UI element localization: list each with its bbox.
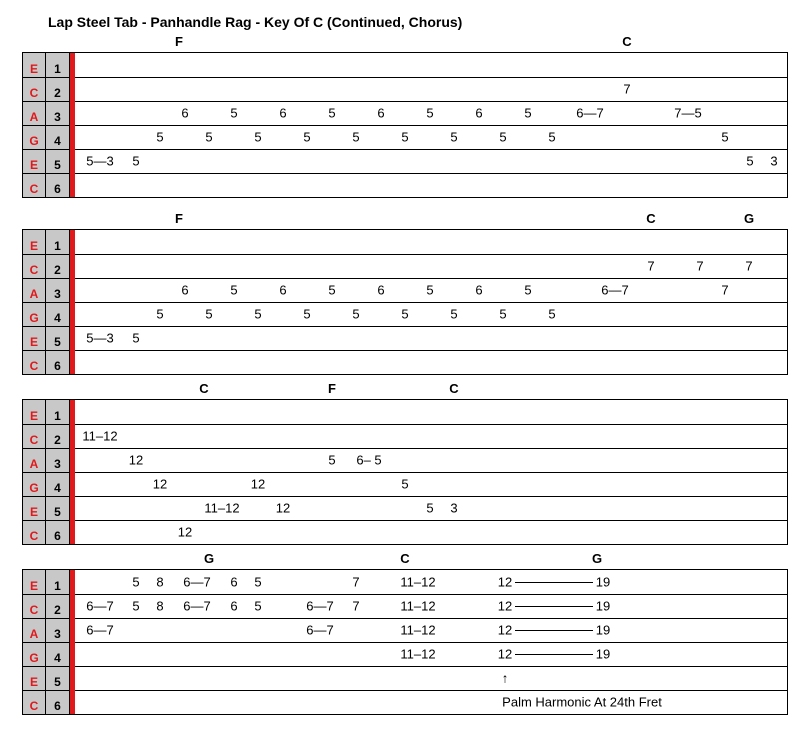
- string-name-label: C: [29, 529, 39, 543]
- tab-note: 5: [401, 129, 409, 145]
- tab-note: 12: [497, 598, 513, 614]
- string-number-label: 1: [54, 409, 61, 423]
- tab-note: 5: [548, 129, 556, 145]
- tab-note: 7: [696, 258, 704, 274]
- string-name: [23, 351, 46, 374]
- string-name-label: C: [29, 699, 39, 713]
- string-row: [23, 666, 787, 690]
- tab-note: 5: [524, 105, 532, 121]
- string-number: [46, 78, 70, 101]
- tab-note: 6: [230, 598, 238, 614]
- string-number-label: 1: [54, 239, 61, 253]
- chord-label: C: [199, 381, 209, 396]
- string-number-label: 3: [54, 287, 61, 301]
- tab-note: 7: [745, 258, 753, 274]
- string-number: [46, 53, 70, 77]
- string-name: [23, 400, 46, 424]
- tab-note: 5: [132, 153, 140, 169]
- tab-note: 11–12: [400, 622, 436, 638]
- chord-label: G: [203, 551, 215, 566]
- string-name: [23, 691, 46, 714]
- nut-bar: [70, 400, 75, 544]
- string-number: [46, 521, 70, 544]
- string-name: [23, 425, 46, 448]
- string-row: [23, 690, 787, 714]
- string-name-label: E: [29, 62, 38, 76]
- tab-note: 5: [254, 306, 262, 322]
- tab-note: 5: [450, 129, 458, 145]
- tab-note: 5: [499, 306, 507, 322]
- string-number-label: 3: [54, 110, 61, 124]
- tab-note: 5: [230, 105, 238, 121]
- tab-note: 5: [401, 306, 409, 322]
- string-name: [23, 619, 46, 642]
- tab-note: 11–12: [400, 598, 436, 614]
- string-name: [23, 126, 46, 149]
- tab-note: 5: [254, 129, 262, 145]
- string-name: [23, 279, 46, 302]
- tab-note: 5: [156, 306, 164, 322]
- chord-label: C: [400, 551, 410, 566]
- tab-note: 6—7: [183, 574, 211, 590]
- tab-note: 7: [647, 258, 655, 274]
- tab-note: 5: [328, 452, 336, 468]
- tab-note: 6: [475, 282, 483, 298]
- tab-note: 5: [721, 129, 729, 145]
- tab-note: 5: [426, 105, 434, 121]
- tab-note: 5: [548, 306, 556, 322]
- tab-note: 12: [497, 622, 513, 638]
- string-name: [23, 174, 46, 197]
- tab-note: 5: [230, 282, 238, 298]
- string-number-label: 4: [54, 651, 61, 665]
- string-number: [46, 255, 70, 278]
- string-number-label: 5: [54, 335, 61, 349]
- tab-note: 6—7: [601, 282, 629, 298]
- string-name: [23, 303, 46, 326]
- tab-note: 6—7: [86, 598, 114, 614]
- string-row: [23, 496, 787, 520]
- tab-note: 6: [377, 105, 385, 121]
- tab-note: 7: [721, 282, 729, 298]
- string-number: [46, 327, 70, 350]
- tab-note: 5—3: [86, 330, 114, 346]
- string-number: [46, 102, 70, 125]
- tab-note: 6—7: [306, 598, 334, 614]
- nut-bar: [70, 230, 75, 374]
- tab-note: 6: [230, 574, 238, 590]
- tab-note: 19: [595, 598, 611, 614]
- string-number-label: 6: [54, 699, 61, 713]
- tab-note: 5: [352, 306, 360, 322]
- string-number: [46, 230, 70, 254]
- string-name-label: A: [29, 457, 39, 471]
- tab-note: 5: [132, 598, 140, 614]
- string-number-label: 4: [54, 311, 61, 325]
- page-title: Lap Steel Tab - Panhandle Rag - Key Of C (Continued, Chorus): [48, 14, 463, 30]
- tab-note: 5: [205, 306, 213, 322]
- string-row: [23, 350, 787, 374]
- tab-note: 5: [328, 105, 336, 121]
- tab-note: 19: [595, 574, 611, 590]
- string-name-label: A: [29, 110, 39, 124]
- palm-harmonic-annotation: Palm Harmonic At 24th Fret: [502, 694, 662, 710]
- string-name-label: A: [29, 287, 39, 301]
- string-name-label: E: [29, 579, 38, 593]
- tab-staff: [22, 569, 788, 715]
- chord-label: F: [175, 211, 183, 226]
- tab-note: 5: [746, 153, 754, 169]
- string-number: [46, 150, 70, 173]
- string-number: [46, 570, 70, 594]
- string-row: [23, 173, 787, 197]
- string-number: [46, 174, 70, 197]
- string-name: [23, 78, 46, 101]
- string-name-label: A: [29, 627, 39, 641]
- string-number: [46, 643, 70, 666]
- tab-note: 12: [275, 500, 291, 516]
- chord-label: C: [449, 381, 459, 396]
- tab-note: 7: [352, 598, 360, 614]
- string-name: [23, 595, 46, 618]
- string-name: [23, 570, 46, 594]
- string-name-label: E: [29, 409, 38, 423]
- tab-note: 6—7: [86, 622, 114, 638]
- string-row: [23, 424, 787, 448]
- chord-label: F: [328, 381, 336, 396]
- string-name-label: G: [29, 651, 39, 665]
- chord-label: C: [622, 34, 632, 49]
- string-number: [46, 595, 70, 618]
- tab-note: 5: [156, 129, 164, 145]
- string-number: [46, 425, 70, 448]
- tab-note: 5: [450, 306, 458, 322]
- tab-note: 5: [132, 574, 140, 590]
- tab-note: 6: [181, 105, 189, 121]
- slide-line: [515, 654, 593, 655]
- tab-note: 12: [497, 574, 513, 590]
- tab-note: 5—3: [86, 153, 114, 169]
- string-number-label: 1: [54, 62, 61, 76]
- slide-line: [515, 606, 593, 607]
- string-number-label: 1: [54, 579, 61, 593]
- string-name-label: G: [29, 311, 39, 325]
- string-name-label: E: [29, 335, 38, 349]
- tab-note: 12: [250, 476, 266, 492]
- string-number-label: 5: [54, 158, 61, 172]
- string-number-label: 5: [54, 675, 61, 689]
- nut-bar: [70, 570, 75, 714]
- string-number: [46, 303, 70, 326]
- string-number: [46, 126, 70, 149]
- string-number: [46, 667, 70, 690]
- string-number-label: 2: [54, 433, 61, 447]
- string-name-label: E: [29, 675, 38, 689]
- string-number: [46, 497, 70, 520]
- tab-note: 6—7: [576, 105, 604, 121]
- string-number-label: 3: [54, 627, 61, 641]
- string-name-label: E: [29, 239, 38, 253]
- string-name: [23, 473, 46, 496]
- tab-note: 5: [426, 500, 434, 516]
- string-number-label: 4: [54, 481, 61, 495]
- chord-label: G: [591, 551, 603, 566]
- string-number-label: 3: [54, 457, 61, 471]
- tab-note: 5: [524, 282, 532, 298]
- string-number-label: 6: [54, 182, 61, 196]
- tab-note: 11–12: [82, 428, 118, 444]
- tab-note: 6– 5: [356, 452, 382, 468]
- tab-note: 5: [352, 129, 360, 145]
- tab-note: 5: [328, 282, 336, 298]
- tab-note: 5: [303, 306, 311, 322]
- string-number-label: 6: [54, 359, 61, 373]
- string-row: [23, 520, 787, 544]
- tab-note: 8: [156, 598, 164, 614]
- string-row: [23, 101, 787, 125]
- string-name: [23, 102, 46, 125]
- string-row: [23, 254, 787, 278]
- string-name-label: E: [29, 505, 38, 519]
- tab-note: 5: [132, 330, 140, 346]
- string-name: [23, 449, 46, 472]
- tab-note: 5: [205, 129, 213, 145]
- string-number-label: 2: [54, 86, 61, 100]
- tab-note: 7: [352, 574, 360, 590]
- tab-note: 19: [595, 646, 611, 662]
- string-name: [23, 327, 46, 350]
- slide-line: [515, 630, 593, 631]
- chord-label: C: [646, 211, 656, 226]
- tab-staff: [22, 52, 788, 198]
- string-number: [46, 351, 70, 374]
- tab-note: 7—5: [674, 105, 702, 121]
- string-name: [23, 255, 46, 278]
- string-name: [23, 643, 46, 666]
- string-name: [23, 230, 46, 254]
- string-row: [23, 230, 787, 254]
- tab-staff: [22, 229, 788, 375]
- tab-note: 6: [475, 105, 483, 121]
- tab-note: 3: [770, 153, 778, 169]
- string-name: [23, 53, 46, 77]
- string-number: [46, 400, 70, 424]
- string-name-label: C: [29, 433, 39, 447]
- string-name-label: C: [29, 182, 39, 196]
- string-name-label: G: [29, 481, 39, 495]
- tab-note: 5: [426, 282, 434, 298]
- string-number: [46, 279, 70, 302]
- string-row: [23, 400, 787, 424]
- tab-note: 8: [156, 574, 164, 590]
- string-number-label: 5: [54, 505, 61, 519]
- string-name: [23, 497, 46, 520]
- tab-note: 5: [254, 574, 262, 590]
- tab-note: 5: [303, 129, 311, 145]
- string-row: [23, 53, 787, 77]
- tab-note: 3: [450, 500, 458, 516]
- tab-note: 12: [177, 524, 193, 540]
- tab-note: 7: [623, 81, 631, 97]
- tab-staff: [22, 399, 788, 545]
- tab-note: 6: [279, 282, 287, 298]
- string-number: [46, 619, 70, 642]
- tab-note: 12: [497, 646, 513, 662]
- tab-note: 5: [499, 129, 507, 145]
- string-number-label: 4: [54, 134, 61, 148]
- tab-note: 19: [595, 622, 611, 638]
- string-name: [23, 150, 46, 173]
- tab-note: 12: [128, 452, 144, 468]
- string-name-label: C: [29, 263, 39, 277]
- string-number-label: 2: [54, 263, 61, 277]
- string-row: [23, 278, 787, 302]
- tab-note: 11–12: [400, 646, 436, 662]
- string-name-label: C: [29, 603, 39, 617]
- tab-note: 6—7: [306, 622, 334, 638]
- string-row: [23, 77, 787, 101]
- tab-note: 6—7: [183, 598, 211, 614]
- string-name: [23, 521, 46, 544]
- string-number: [46, 473, 70, 496]
- up-arrow-icon: ↑: [501, 670, 509, 686]
- string-number-label: 6: [54, 529, 61, 543]
- tab-note: 5: [254, 598, 262, 614]
- slide-line: [515, 582, 593, 583]
- tab-note: 6: [279, 105, 287, 121]
- string-number: [46, 449, 70, 472]
- chord-label: G: [743, 211, 755, 226]
- string-name-label: G: [29, 134, 39, 148]
- string-number: [46, 691, 70, 714]
- tab-note: 11–12: [400, 574, 436, 590]
- string-name-label: C: [29, 359, 39, 373]
- string-number-label: 2: [54, 603, 61, 617]
- nut-bar: [70, 53, 75, 197]
- string-name-label: C: [29, 86, 39, 100]
- tab-note: 5: [401, 476, 409, 492]
- chord-label: F: [175, 34, 183, 49]
- tab-note: 12: [152, 476, 168, 492]
- tab-note: 6: [377, 282, 385, 298]
- tab-note: 11–12: [204, 500, 240, 516]
- string-name-label: E: [29, 158, 38, 172]
- tab-note: 6: [181, 282, 189, 298]
- string-name: [23, 667, 46, 690]
